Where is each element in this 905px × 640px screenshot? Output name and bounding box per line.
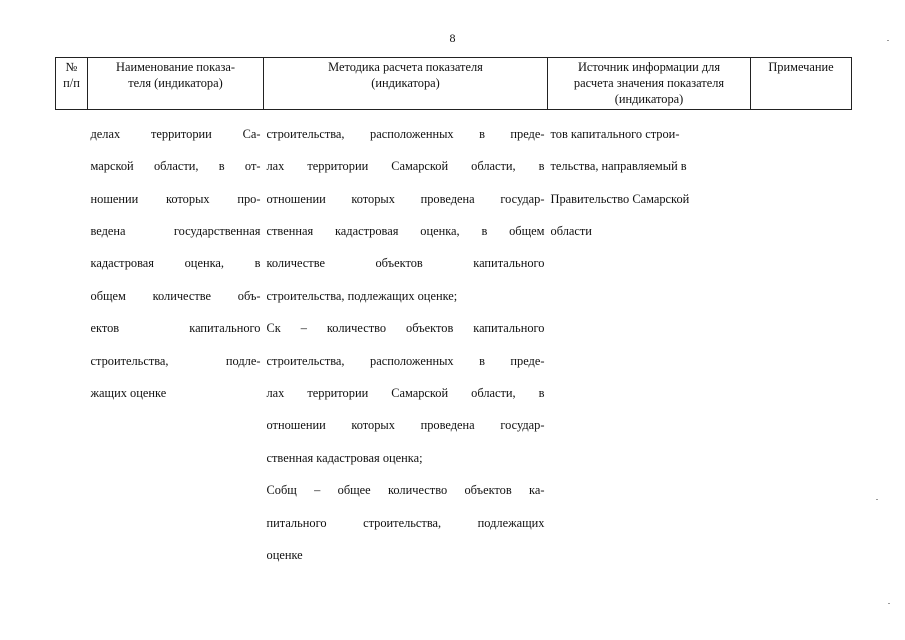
name-line: строительства, подле- — [90, 353, 261, 368]
source-line: тельства, направляемый в — [550, 159, 687, 174]
cell-note — [751, 109, 852, 579]
name-line: кадастровая оценка, в — [90, 256, 261, 271]
header-number: № п/п — [56, 58, 88, 110]
source-line: тов капитального строи- — [550, 126, 680, 141]
header-note: Примечание — [751, 58, 852, 110]
header-information-source: Источник информации для расчета значения показателя (индикатора) — [548, 58, 751, 110]
cell-indicator-name — [88, 109, 264, 579]
method-line: лах территории Самарской области, в — [266, 159, 545, 174]
method-line: Собщ – общее количество объектов ка- — [266, 483, 545, 498]
table-row — [56, 109, 852, 579]
indicator-table — [55, 57, 852, 580]
method-line: Ск – количество объектов капитального — [266, 321, 545, 336]
scan-speck — [887, 40, 889, 41]
cell-calculation-method — [264, 109, 548, 579]
method-line: строительства, расположенных в преде- — [266, 126, 545, 141]
name-line: ектов капитального — [90, 321, 261, 336]
table-header-row — [56, 58, 852, 110]
method-line: ственная кадастровая оценка, в общем — [266, 224, 545, 239]
method-line: строительства, расположенных в преде- — [266, 353, 545, 368]
source-line: области — [550, 224, 592, 239]
cell-number — [56, 109, 88, 579]
header-indicator-name: Наименование показа- теля (индикатора) — [88, 58, 264, 110]
cell-information-source — [548, 109, 751, 579]
method-line: отношении которых проведена государ- — [266, 418, 545, 433]
method-line: ственная кадастровая оценка; — [266, 450, 423, 465]
name-line: ношении которых про- — [90, 191, 261, 206]
method-line: питального строительства, подлежащих — [266, 515, 545, 530]
header-calculation-method: Методика расчета показателя (индикатора) — [264, 58, 548, 110]
method-line: количестве объектов капитального — [266, 256, 545, 271]
method-line: оценке — [266, 548, 303, 563]
name-line: жащих оценке — [90, 386, 167, 401]
name-line: делах территории Са- — [90, 126, 261, 141]
method-line: строительства, подлежащих оценке; — [266, 288, 458, 303]
source-line: Правительство Самарской — [550, 191, 690, 206]
method-line: отношении которых проведена государ- — [266, 191, 545, 206]
scan-speck — [876, 499, 878, 500]
scan-speck — [888, 603, 890, 604]
name-line: марской области, в от- — [90, 159, 261, 174]
name-line: общем количестве объ- — [90, 288, 261, 303]
page-number: 8 — [449, 31, 456, 45]
name-line: ведена государственная — [90, 224, 261, 239]
method-line: лах территории Самарской области, в — [266, 386, 545, 401]
